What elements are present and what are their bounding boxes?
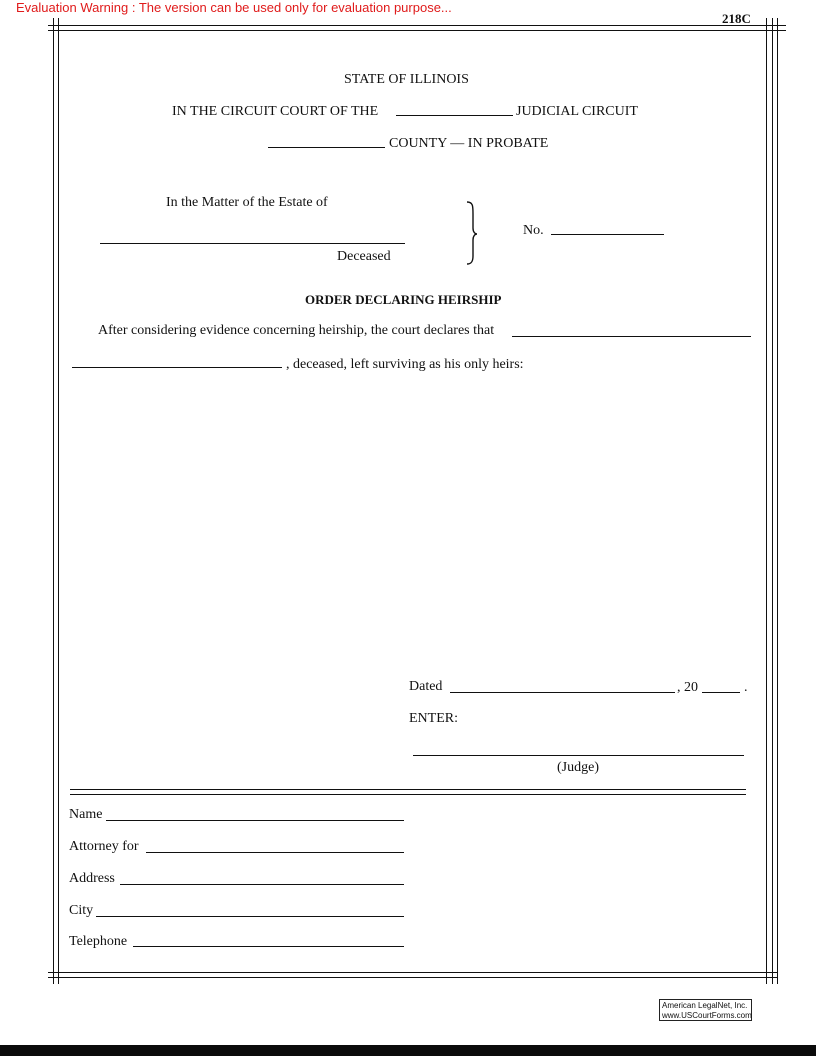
- court-suffix: JUDICIAL CIRCUIT: [516, 104, 638, 119]
- estate-matter-label: In the Matter of the Estate of: [166, 195, 328, 210]
- order-title: ORDER DECLARING HEIRSHIP: [305, 292, 502, 307]
- evaluation-warning: Evaluation Warning : The version can be used only for evaluation purpose...: [16, 0, 452, 15]
- attorney-for-field[interactable]: [146, 852, 404, 853]
- heirs-area[interactable]: [72, 385, 752, 665]
- enter-label: ENTER:: [409, 711, 458, 726]
- address-label: Address: [69, 871, 115, 886]
- decedent-name-field[interactable]: [100, 243, 405, 244]
- case-number-label: No.: [523, 223, 544, 238]
- telephone-label: Telephone: [69, 934, 128, 949]
- publisher-name: American LegalNet, Inc.: [662, 1001, 748, 1010]
- year-prefix: , 20: [677, 680, 698, 695]
- year-field[interactable]: [702, 692, 740, 693]
- court-declares-field[interactable]: [512, 336, 751, 337]
- attorney-name-label: Name: [69, 807, 103, 822]
- publisher-url: www.USCourtForms.com: [662, 1011, 752, 1020]
- judicial-circuit-field[interactable]: [396, 115, 513, 116]
- telephone-field[interactable]: [133, 946, 404, 947]
- attorney-for-label: Attorney for: [69, 839, 139, 854]
- court-prefix: IN THE CIRCUIT COURT OF THE: [172, 104, 379, 119]
- judge-signature-field[interactable]: [413, 755, 744, 756]
- city-label: City: [69, 903, 94, 918]
- county-suffix: COUNTY — IN PROBATE: [389, 136, 549, 151]
- address-field[interactable]: [120, 884, 404, 885]
- deceased-label: Deceased: [337, 249, 391, 264]
- decedent-field[interactable]: [72, 367, 282, 368]
- city-field[interactable]: [96, 916, 404, 917]
- county-field[interactable]: [268, 147, 385, 148]
- section-divider: [70, 789, 746, 790]
- state-heading: STATE OF ILLINOIS: [344, 72, 469, 87]
- dated-label: Dated: [409, 679, 443, 694]
- judge-label: (Judge): [557, 760, 599, 775]
- publisher-stamp: [659, 999, 752, 1021]
- date-field[interactable]: [450, 692, 675, 693]
- scan-edge: [0, 1045, 816, 1056]
- attorney-name-field[interactable]: [106, 820, 404, 821]
- body-line-2: , deceased, left surviving as his only heirs:: [286, 357, 524, 372]
- form-number: 218C: [722, 11, 751, 26]
- body-line-1: After considering evidence concerning heirship, the court declares that: [98, 323, 495, 338]
- caption-brace: [462, 198, 482, 268]
- year-suffix: .: [744, 680, 748, 695]
- case-number-field[interactable]: [551, 234, 664, 235]
